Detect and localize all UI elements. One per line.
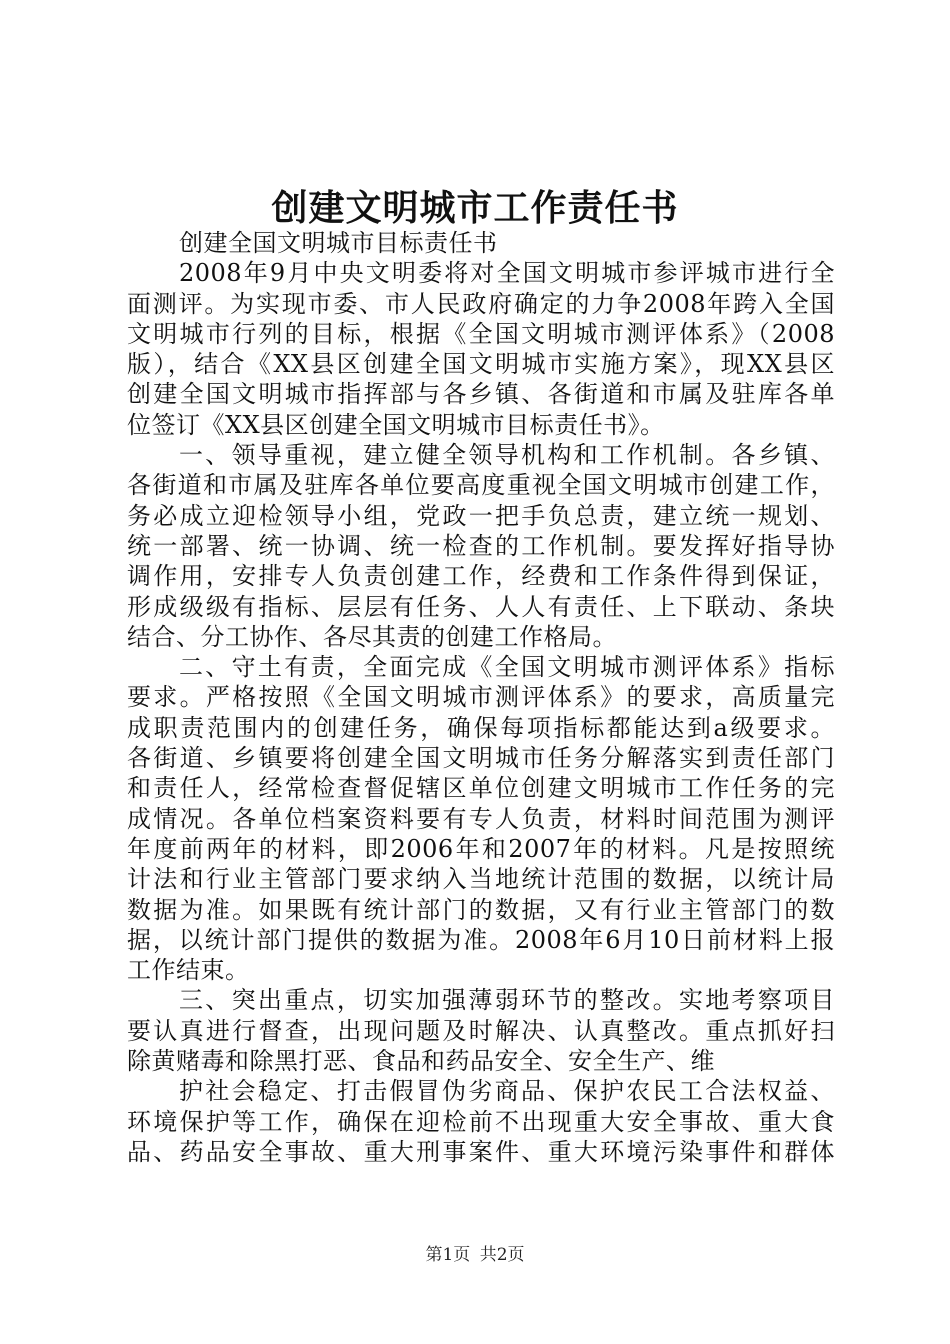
text-line: 各街道、乡镇要将创建全国文明城市任务分解落实到责任部门 [127, 744, 835, 773]
page-total: 共2页 [479, 1245, 525, 1265]
text-line: 调作用，安排专人负责创建工作，经费和工作条件得到保证， [127, 562, 835, 591]
text-line: 务必成立迎检领导小组，党政一把手负总责，建立统一规划、 [127, 501, 835, 530]
text-line: 要认真进行督查，出现问题及时解决、认真整改。重点抓好扫 [127, 1016, 835, 1045]
text-line: 统一部署、统一协调、统一检查的工作机制。要发挥好指导协 [127, 531, 835, 560]
text-line: 数据为准。如果既有统计部门的数据，又有行业主管部门的数 [127, 895, 835, 924]
text-line: 一、领导重视，建立健全领导机构和工作机制。各乡镇、 [179, 441, 835, 470]
text-line: 环境保护等工作，确保在迎检前不出现重大安全事故、重大食 [127, 1107, 835, 1136]
text-line: 年度前两年的材料，即2006年和2007年的材料。凡是按照统 [127, 834, 835, 863]
text-line: 三、突出重点，切实加强薄弱环节的整改。实地考察项目 [179, 986, 835, 1015]
text-line: 护社会稳定、打击假冒伪劣商品、保护农民工合法权益、 [179, 1077, 835, 1106]
document-body [127, 228, 835, 1167]
page-number: 第1页 [425, 1245, 471, 1265]
text-line: 面测评。为实现市委、市人民政府确定的力争2008年跨入全国 [127, 289, 835, 318]
text-line: 成情况。各单位档案资料要有专人负责，材料时间范围为测评 [127, 804, 835, 833]
text-line: 工作结束。 [127, 956, 250, 985]
text-line: 据，以统计部门提供的数据为准。2008年6月10日前材料上报 [127, 925, 835, 954]
text-line: 文明城市行列的目标，根据《全国文明城市测评体系》（2008 [127, 319, 835, 348]
text-line: 创建全国文明城市目标责任书 [179, 229, 498, 257]
text-line: 版），结合《XX县区创建全国文明城市实施方案》，现XX县区 [127, 350, 835, 379]
text-line: 二、守土有责，全面完成《全国文明城市测评体系》指标 [179, 653, 835, 682]
text-line: 和责任人，经常检查督促辖区单位创建文明城市工作任务的完 [127, 774, 835, 803]
text-line: 创建全国文明城市指挥部与各乡镇、各街道和市属及驻库各单 [127, 380, 835, 409]
text-line: 要求。严格按照《全国文明城市测评体系》的要求，高质量完 [127, 683, 835, 712]
text-line: 各街道和市属及驻库各单位要高度重视全国文明城市创建工作， [127, 471, 835, 500]
text-line: 品、药品安全事故、重大刑事案件、重大环境污染事件和群体 [127, 1137, 835, 1166]
page-footer [0, 1243, 950, 1267]
text-line: 除黄赌毒和除黑打恶、食品和药品安全、安全生产、维 [127, 1047, 715, 1076]
text-line: 2008年9月中央文明委将对全国文明城市参评城市进行全 [179, 259, 835, 288]
text-line: 计法和行业主管部门要求纳入当地统计范围的数据，以统计局 [127, 865, 835, 894]
text-line: 成职责范围内的创建任务，确保每项指标都能达到a级要求。 [127, 713, 835, 742]
document-title: 创建文明城市工作责任书 [271, 187, 679, 229]
text-line: 形成级级有指标、层层有任务、人人有责任、上下联动、条块 [127, 592, 835, 621]
text-line: 结合、分工协作、各尽其责的创建工作格局。 [127, 622, 617, 651]
text-line: 位签订《XX县区创建全国文明城市目标责任书》。 [127, 410, 665, 439]
